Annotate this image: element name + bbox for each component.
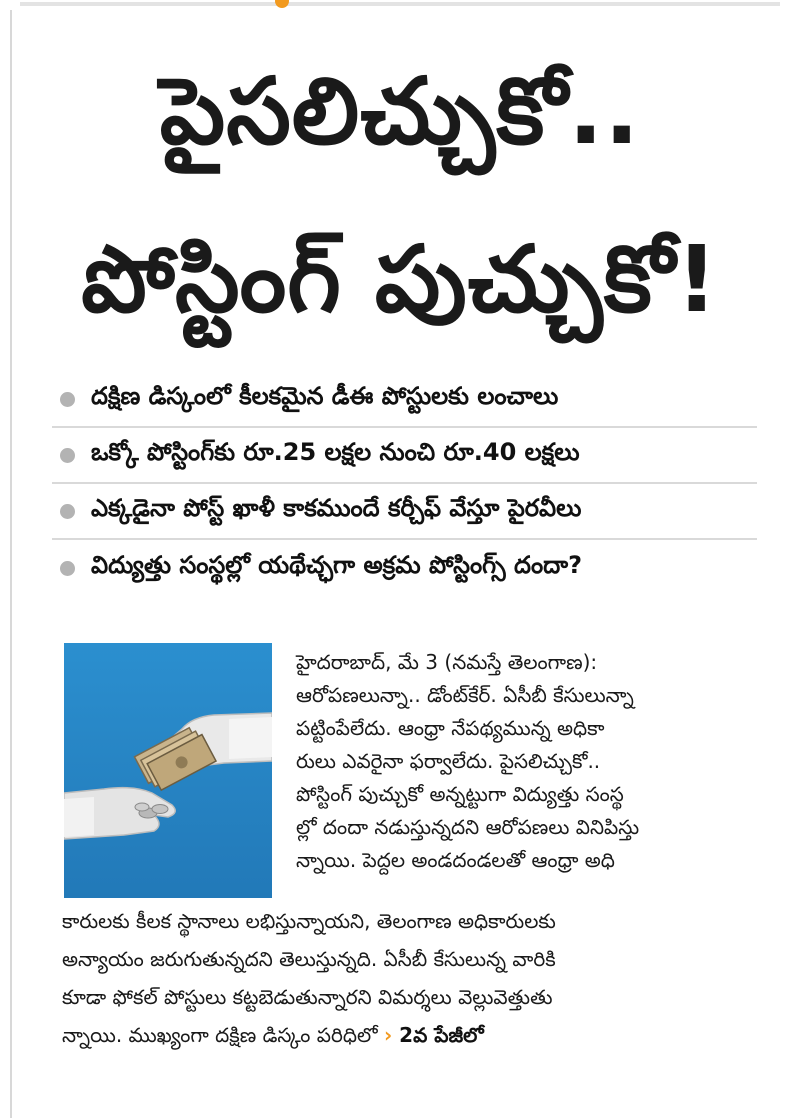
chevron-right-icon: ›	[383, 1023, 393, 1047]
headline-line-2: పోస్టింగ్ పుచ్చుకో!	[81, 226, 719, 333]
article-line: ఆరోపణలున్నా.. డోంట్‌కేర్. ఏసీబీ కేసులున్నా	[296, 683, 634, 707]
bullet-dot-icon	[60, 448, 75, 463]
list-item	[52, 372, 757, 428]
bullet-text: విద్యుత్తు సంస్థల్లో యథేచ్ఛగా అక్రమ పోస్టింగ్స్ దందా?	[91, 551, 583, 579]
continued-label: 2వ పేజీలో	[399, 1023, 484, 1047]
article-line: కారులకు కీలక స్థానాలు లభిస్తున్నాయని, తెలంగాణ అధికారులకు	[62, 909, 556, 933]
bullet-text: దక్షిణ డిస్కంలో కీలకమైన డీఈ పోస్టులకు లంచాలు	[91, 382, 559, 410]
article-line: హైదరాబాద్, మే 3 (నమస్తే తెలంగాణ):	[296, 650, 598, 674]
continued-link[interactable]	[384, 1023, 484, 1047]
article-line: పోస్టింగ్ పుచ్చుకో అన్నట్టుగా విద్యుత్తు సంస్థ	[296, 782, 624, 806]
article-line: పట్టింపేలేదు. ఆంధ్రా నేపథ్యమున్న అధికా	[296, 716, 605, 740]
article-line-text: న్నాయి. ముఖ్యంగా దక్షిణ డిస్కం పరిధిలో	[62, 1023, 378, 1047]
accent-dot	[275, 0, 289, 8]
article-line: న్నాయి. పెద్దల అండదండలతో ఆంధ్రా అధి	[296, 848, 615, 872]
top-rule	[20, 0, 780, 8]
list-item	[52, 540, 757, 596]
article-line: అన్యాయం జరుగుతున్నదని తెలుస్తున్నది. ఏసీబీ కేసులున్న వారికి	[62, 947, 556, 971]
bribe-photo	[64, 643, 272, 898]
bullet-text: ఒక్కో పోస్టింగ్‌కు రూ.25 లక్షల నుంచి రూ.40 లక్షలు	[91, 438, 580, 466]
article-line: ల్లో దందా నడుస్తున్నదని ఆరోపణలు వినిపిస్తు	[296, 815, 640, 839]
bullet-dot-icon	[60, 504, 75, 519]
bullet-dot-icon	[60, 561, 75, 576]
list-item	[52, 484, 757, 540]
bullet-dot-icon	[60, 392, 75, 407]
list-item	[52, 428, 757, 484]
bullet-text: ఎక్కడైనా పోస్ట్ ఖాళీ కాకముందే కర్చీఫ్ వేస్తూ పైరవీలు	[91, 494, 582, 522]
headline-line-1: పైసలిచ్చుకో..	[159, 58, 641, 165]
article-line: రులు ఎవరైనా ఫర్వాలేదు. పైసలిచ్చుకో..	[296, 749, 601, 773]
money-handover-icon	[64, 643, 272, 898]
article-line: కూడా ఫోకల్ పోస్టులు కట్టబెడుతున్నారని విమర్శలు వెల్లువెత్తుతు	[62, 985, 553, 1009]
bullet-list	[52, 372, 757, 596]
column-rule	[10, 10, 12, 1118]
article-line-last	[62, 1019, 762, 1051]
